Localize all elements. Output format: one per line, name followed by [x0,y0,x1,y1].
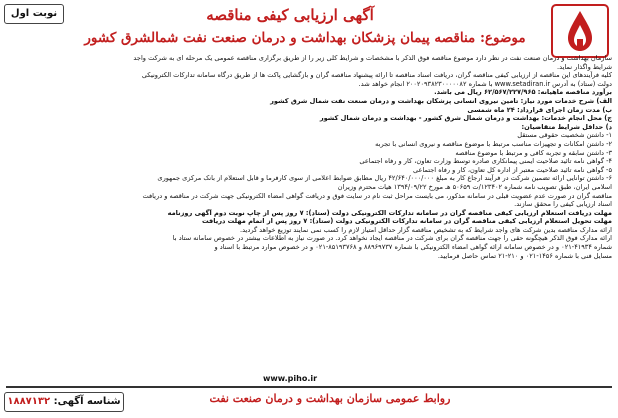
notice-id-box [4,392,124,412]
body-line: مناقصه گران در صورت عدم عضویت قبلی در سامانه مذکور، می بایست مراحل ثبت نام در سایت فوق و دریافت گواهی امضاء الکترونیکی جهت شرکت در مناقصه و دریافت [142,191,612,200]
body-line: دولت (ستاد) به آدرس www.setadiran.ir با شماره ۲۰۰۲۰۹۳۸۲۳۰۰۰۰۰۸۲ انجام خواهد شد. [358,79,612,88]
body-line: اسناد ارزیابی کیفی را محقق سازند. [514,200,612,209]
requirement-item: ۳- داشتن سابقه و تجربه کافی و مرتبط با موضوع مناقصه [455,148,612,157]
deadline-submit-line: مهلت تحویل استعلام ارزیابی کیفی مناقصه گران در سامانه تدارکات الکترونیکی دولت (ستاد): ۷ روز پس از اتمام مهلت دریافت [201,217,612,226]
section-b-line: ب) مدت زمان اجرای قرارداد: ۲۴ ماه شمسی [467,105,612,114]
requirement-item: ۱- داشتن شخصیت حقوقی مستقل [517,131,612,140]
requirement-item: ۶- داشتن توانایی ارائه تضمین شرکت در فرآیند ارجاع کار به مبلغ ۴۲/۶۴۰/۰۰۰/۰۰۰ ریال مطابق ضوابط اعلامی از سوی کارفرما و قابل استعلام از بانک مرکزی جمهوری [157,174,612,183]
body-line: مسایل فنی با شماره ۱۴۵۶-۰۲۱ و ۲۱۰-۲۱ تماس حاصل فرمایید. [437,251,612,260]
footer-public-relations: روابط عمومی سازمان بهداشت و درمان صنعت نفت [209,392,451,405]
body-line: ارائه مدارک فوق الذکر هیچگونه حقی را جهت مناقصه گران برای شرکت در مناقصه ایجاد نخواهد کرد. در صورت نیاز به اطلاعات بیشتر در خصوص سامانه ستاد با [172,234,612,243]
deadline-receive-line: مهلت دریافت استعلام ارزیابی کیفی مناقصه گران در سامانه تدارکات الکترونیکی دولت (ستاد): ۷ روز پس از چاپ نوبت دوم آگهی روزنامه [167,208,612,217]
requirement-item: ۴- گواهی نامه تائید صلاحیت ایمنی پیمانکاری صادره توسط وزارت تعاون، کار و رفاه اجتماعی [359,157,612,166]
requirement-item: ۵- گواهی نامه تائید صلاحیت معتبر از اداره کل تعاون، کار و رفاه اجتماعی [412,165,612,174]
body-line: شرایط واگذار نماید. [557,62,612,71]
notice-id-number: ۱۸۸۷۱۳۲ [7,396,51,407]
footer-divider [6,386,612,388]
notice-body [82,54,612,368]
section-d-heading: د) حداقل شرایط متقاضیان: [521,122,612,131]
body-line: اسلامی ایران، طبق تصویب نامه شماره ۱۲۳۴۰۲/ت ۵۰۶۵۹ هـ مورخ ۱۳۹۴/۰۹/۲۲ هیات محترم وزیران [337,182,612,191]
section-c-line: ج) محل انجام خدمات: بهداشت و درمان شمال شرق کشور - بهداشت و درمان شمال کشور [319,114,612,123]
body-line: شماره ۴۱۹۳۴-۰۲۱ و در خصوص سامانه ارائه گواهی امضاء الکترونیکی با شماره ۸۸۹۶۹۷۳۷ و ۸۵۱۹۳۷۶۸-۰۲۱ و در خصوص موارد مرتبط با اسناد و [214,243,612,252]
notice-subject: موضوع: مناقصه پیمان پزشکان بهداشت و درمان صنعت نفت شمالشرق کشور [84,30,526,46]
body-line: کلیه فرآیندهای این مناقصه از ارزیابی کیفی مناقصه گران، دریافت اسناد مناقصه تا ارائه پیشنهاد مناقصه گران و بازگشایی پاکت ها از طریق درگاه سامانه تدارکات الکترونیکی [141,71,612,80]
website-link[interactable]: www.piho.ir [262,374,318,383]
body-line: ارائه مدارک مناقصه بدین شرکت های واجد شرایط که به تشخیص مناقصه گزار حداقل امتیاز لازم را کسب نمی نمایند توزیع خواهد گردید. [239,225,612,234]
notice-id-label: شناسه آگهی: [53,396,121,407]
estimate-line: برآورد مناقصه ماهیانه: ۶۲/۵۶۷/۲۲۷/۹۶۵ ریال می باشد. [434,88,612,97]
notice-round-badge: نوبت اول [4,4,64,24]
section-a-line: الف) شرح خدمات مورد نیاز: تامین نیروی انسانی پزشکان بهداشت و درمان صنعت نفت شمال شرق کشور [270,96,612,105]
body-line: سازمان بهداشت و درمان صنعت نفت در نظر دارد موضوع مناقصه فوق الذکر با مشخصات و شرایط کلی زیر را از طریق برگزاری مناقصه عمومی یک مرحله ای به شرکت واجد [133,54,612,62]
requirement-item: ۲- داشتن امکانات و تجهیزات مناسب مرتبط با موضوع مناقصه و نیروی انسانی با تجربه [375,139,612,148]
oil-company-logo-icon [550,3,610,59]
notice-title: آگهی ارزیابی کیفی مناقصه [206,6,374,24]
